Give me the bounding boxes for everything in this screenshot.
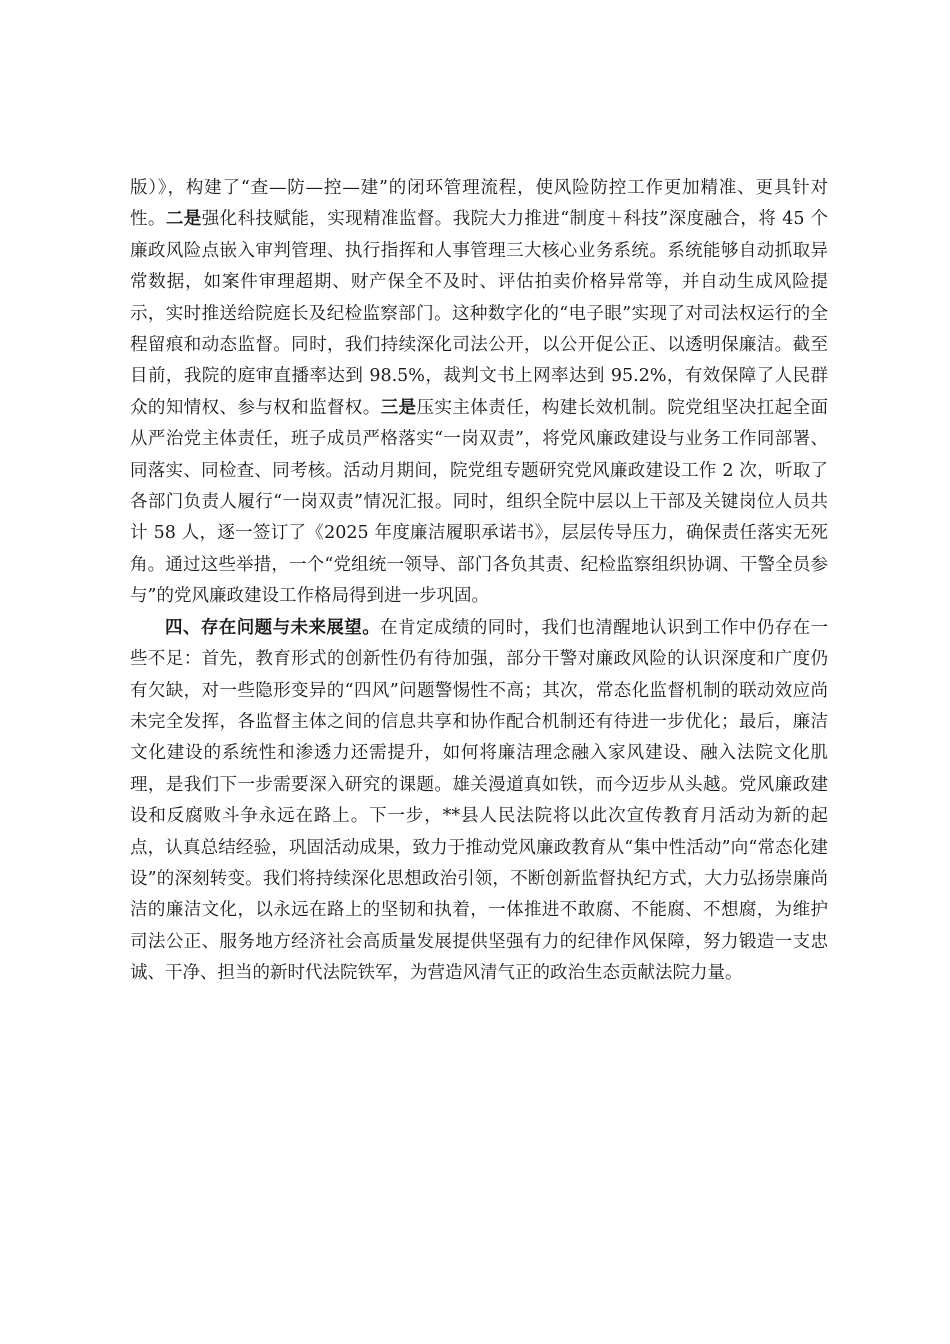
paragraph-text: 压实主体责任，构建长效机制。院党组坚决扛起全面从严治党主体责任，班子成员严格落实“一岗双责”，将党风廉政建设与业务工作同部署、同落实、同检查、同考核。活动月期间，院党组专题研究党风廉政建设工作 2 次，听取了各部门负责人履行“一岗双责”情况汇报。同时，组织全院中层以上干部及关键岗位人员共计 58 人，逐一签订了《2025 年度廉洁履职承诺书》，层层传导压力，确保责任落实无死角。通过这些举措，一个“党组统一领导、部门各负其责、纪检监察组织协调、干警全员参与”的党风廉政建设工作格局得到进一步巩固。: [130, 397, 829, 607]
section-heading: 四、存在问题与未来展望。: [165, 617, 381, 638]
document-body: [130, 173, 828, 990]
paragraph-text: 在肯定成绩的同时，我们也清醒地认识到工作中仍存在一些不足：首先，教育形式的创新性仍有待加强，部分干警对廉政风险的认识深度和广度仍有欠缺，对一些隐形变异的“四风”问题警惕性不高；其次，常态化监督机制的联动效应尚未完全发挥，各监督主体之间的信息共享和协作配合机制还有待进一步优化；最后，廉洁文化建设的系统性和渗透力还需提升，如何将廉洁理念融入家风建设、融入法院文化肌理，是我们下一步需要深入研究的课题。雄关漫道真如铁，而今迈步从头越。党风廉政建设和反腐败斗争永远在路上。下一步，**县人民法院将以此次宣传教育月活动为新的起点，认真总结经验，巩固活动成果，致力于推动党风廉政教育从“集中性活动”向“常态化建设”的深刻转变。我们将持续深化思想政治引领，不断创新监督执纪方式，大力弘扬崇廉尚洁的廉洁文化，以永远在路上的坚韧和执着，一体推进不敢腐、不能腐、不想腐，为维护司法公正、服务地方经济社会高质量发展提供坚强有力的纪律作风保障，努力锻造一支忠诚、干净、担当的新时代法院铁军，为营造风清气正的政治生态贡献法院力量。: [130, 617, 829, 984]
point-marker-two: 二是: [165, 209, 202, 230]
paragraph-text: 强化科技赋能，实现精准监督。我院大力推进“制度＋科技”深度融合，将 45 个廉政风险点嵌入审判管理、执行指挥和人事管理三大核心业务系统。系统能够自动抓取异常数据，如案件审理超期、财产保全不及时、评估拍卖价格异常等，并自动生成风险提示，实时推送给院庭长及纪检监察部门。这种数字化的“电子眼”实现了对司法权运行的全程留痕和动态监督。同时，我们持续深化司法公开，以公开促公正、以透明保廉洁。截至目前，我院的庭审直播率达到 98.5%，裁判文书上网率达到 95.2%，有效保障了人民群众的知情权、参与权和监督权。: [130, 209, 828, 418]
point-marker-three: 三是: [380, 397, 417, 418]
paragraph-section-four: [130, 613, 828, 990]
paragraph-text: 版）》，构建了“查—防—控—建”的闭环管理流程，使风险防控工作更加精准、更具针对性。: [130, 178, 828, 230]
paragraph-continuation: [130, 173, 828, 613]
